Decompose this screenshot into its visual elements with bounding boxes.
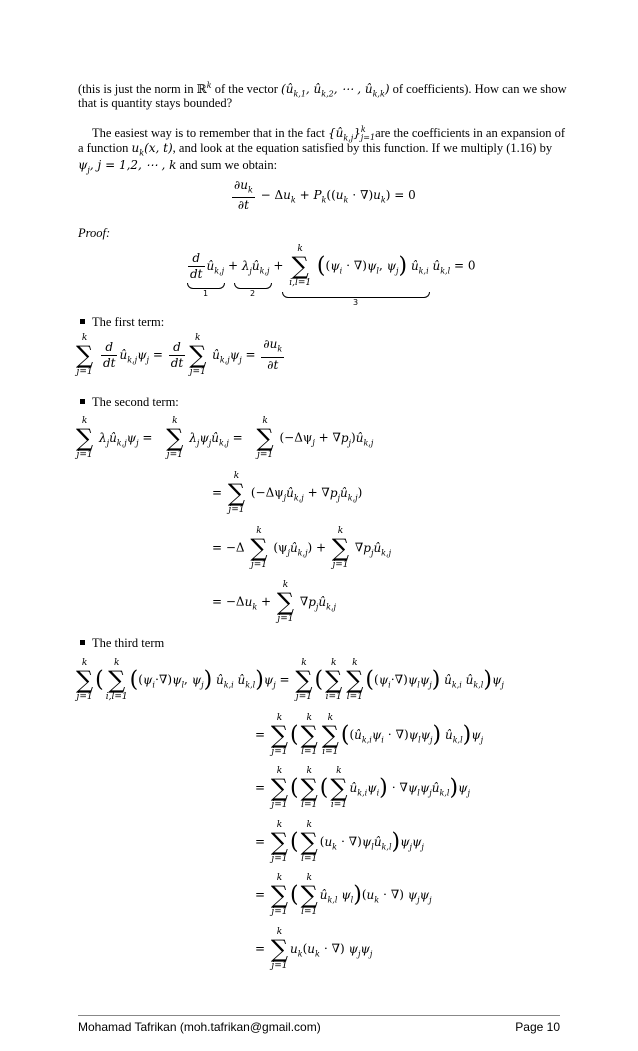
- equation-third-term-line-3: = k ∑ j=1 ( k ∑ l=1 ( k ∑ i=1 $û_{k,i}\psi_i$) ⋅ $\nabla\psi_l\psi_jû_{k,l})\psi_j$: [255, 766, 470, 810]
- math-set: $\{û_{k,j}\}^k_{j=1}$: [328, 125, 376, 143]
- equation-third-term-line-4: = k ∑ j=1 ( k ∑ l=1 ($u_k$ ⋅ $\nabla)\psi_lû_{k,l})\psi_j\psi_j$: [255, 820, 424, 864]
- equation-proof: $\frac{d}{dt}$ $û_{k,j}$ + $\lambda_jû_{k,j}$ + k ∑ i,l=1 ($(\psi_i \cdot \nabla)\psi_l$, $\psi_j$) $û_{k,i}$ $û_{k,l} = 0$: [190, 244, 476, 288]
- footer-page-number: Page 10: [515, 1020, 560, 1034]
- bullet-third-term: The third term: [92, 636, 165, 650]
- footer: [78, 1020, 560, 1034]
- paragraph-2-line-3: [78, 157, 277, 178]
- equation-third-term-line-5: = k ∑ j=1 ( k ∑ l=1 $û_{k,l}$ $\psi_l)(u_k$ ⋅ ∇) $\psi_j\psi_j$: [255, 873, 432, 917]
- equation-second-term-line-1: k ∑ j=1 $\lambda_jû_{k,j}\psi_j$ = k ∑ j=1 $\lambda_j\psi_jû_{k,j}$ = k ∑ j=1 ($-\Delta\psi_j$ + $\nabla p_j)û_{k,j}$: [76, 416, 374, 460]
- proof-label: Proof:: [78, 226, 111, 240]
- brace-label-3: 3: [353, 298, 359, 307]
- text-span: (this is just the norm in: [78, 82, 197, 96]
- text-span: of the vector: [211, 82, 282, 96]
- text-span: , and look at the equation satisfied by this function. If we multiply (1.16) by: [172, 141, 553, 155]
- bullet-marker: [80, 640, 85, 645]
- text-span: are the coefficients in an expansion of: [375, 126, 566, 140]
- math-rk: ℝ$^k$: [196, 81, 212, 96]
- equation-first-term: k ∑ j=1 $\frac{d}{dt}$ $û_{k,j}\psi_j$ = $\frac{d}{dt}$ k ∑ j=1 $û_{k,j}\psi_j$ = $\frac{\partial u_k}{\partial t}$: [76, 333, 283, 377]
- footer-author: Mohamad Tafrikan (moh.tafrikan@gmail.com): [78, 1020, 321, 1034]
- bullet-second-term: The second term:: [92, 395, 179, 409]
- paragraph-1-line-2: that is quantity stays bounded?: [78, 96, 233, 110]
- equation-second-term-line-2: = k ∑ j=1 ($-\Delta\psi_jû_{k,j}$ + $\nabla p_jû_{k,j}$): [212, 471, 363, 515]
- bullet-marker: [80, 319, 85, 324]
- math-function: $u_k(x$, t): [131, 141, 173, 158]
- math-psi-range: $\psi_j$, j = 1,2, ⋯ , k: [78, 158, 177, 175]
- text-span: of coefficients). How can we show: [389, 82, 567, 96]
- footer-rule: [78, 1015, 560, 1016]
- equation-second-term-line-3: = −Δ k ∑ j=1 $(\psi_jû_{k,j})$ + k ∑ j=1 $\nabla p_jû_{k,j}$: [212, 526, 392, 570]
- text-span: and sum we obtain:: [176, 158, 278, 172]
- bullet-first-term: The first term:: [92, 315, 165, 329]
- equation-second-term-line-4: = $-\Delta u_k$ + k ∑ j=1 $\nabla p_jû_{k,j}$: [212, 580, 336, 624]
- math-vector: ($û_{k,1}$, $û_{k,2}$, ⋯ , $û_{k,k}$): [281, 82, 390, 99]
- text-span: The easiest way is to remember that in the fact: [92, 126, 329, 140]
- bullet-marker: [80, 399, 85, 404]
- text-span: a function: [78, 141, 132, 155]
- brace-label-2: 2: [250, 289, 256, 298]
- equation-third-term-line-6: = k ∑ j=1 $u_k(u_k$ ⋅ ∇) $\psi_j\psi_j$: [255, 927, 373, 971]
- equation-third-term-line-1: k ∑ j=1 ( k ∑ i,l=1 ($(\psi_i\cdot\nabla)\psi_l$, $\psi_j$) $û_{k,i}$ $û_{k,l})\psi_j$ = k ∑ j=1 ( k ∑ i=1 k ∑ l=1 $((\psi_i\cdot\nabla)\psi_l\psi_j)$ $û_{k,i}$ $û_{k,l})\psi_j$: [76, 658, 504, 702]
- brace-label-1: 1: [203, 289, 209, 298]
- equation-main: $\frac{\partial u_k}{\partial t}$ − $\Delta u_k + P_k((u_k \cdot \nabla)u_k) = 0$: [234, 178, 416, 213]
- equation-third-term-line-2: = k ∑ j=1 ( k ∑ l=1 k ∑ i=1 $((û_{k,i}\psi_i \cdot \nabla)\psi_l\psi_j)$ $û_{k,l})\psi_j$: [255, 713, 484, 757]
